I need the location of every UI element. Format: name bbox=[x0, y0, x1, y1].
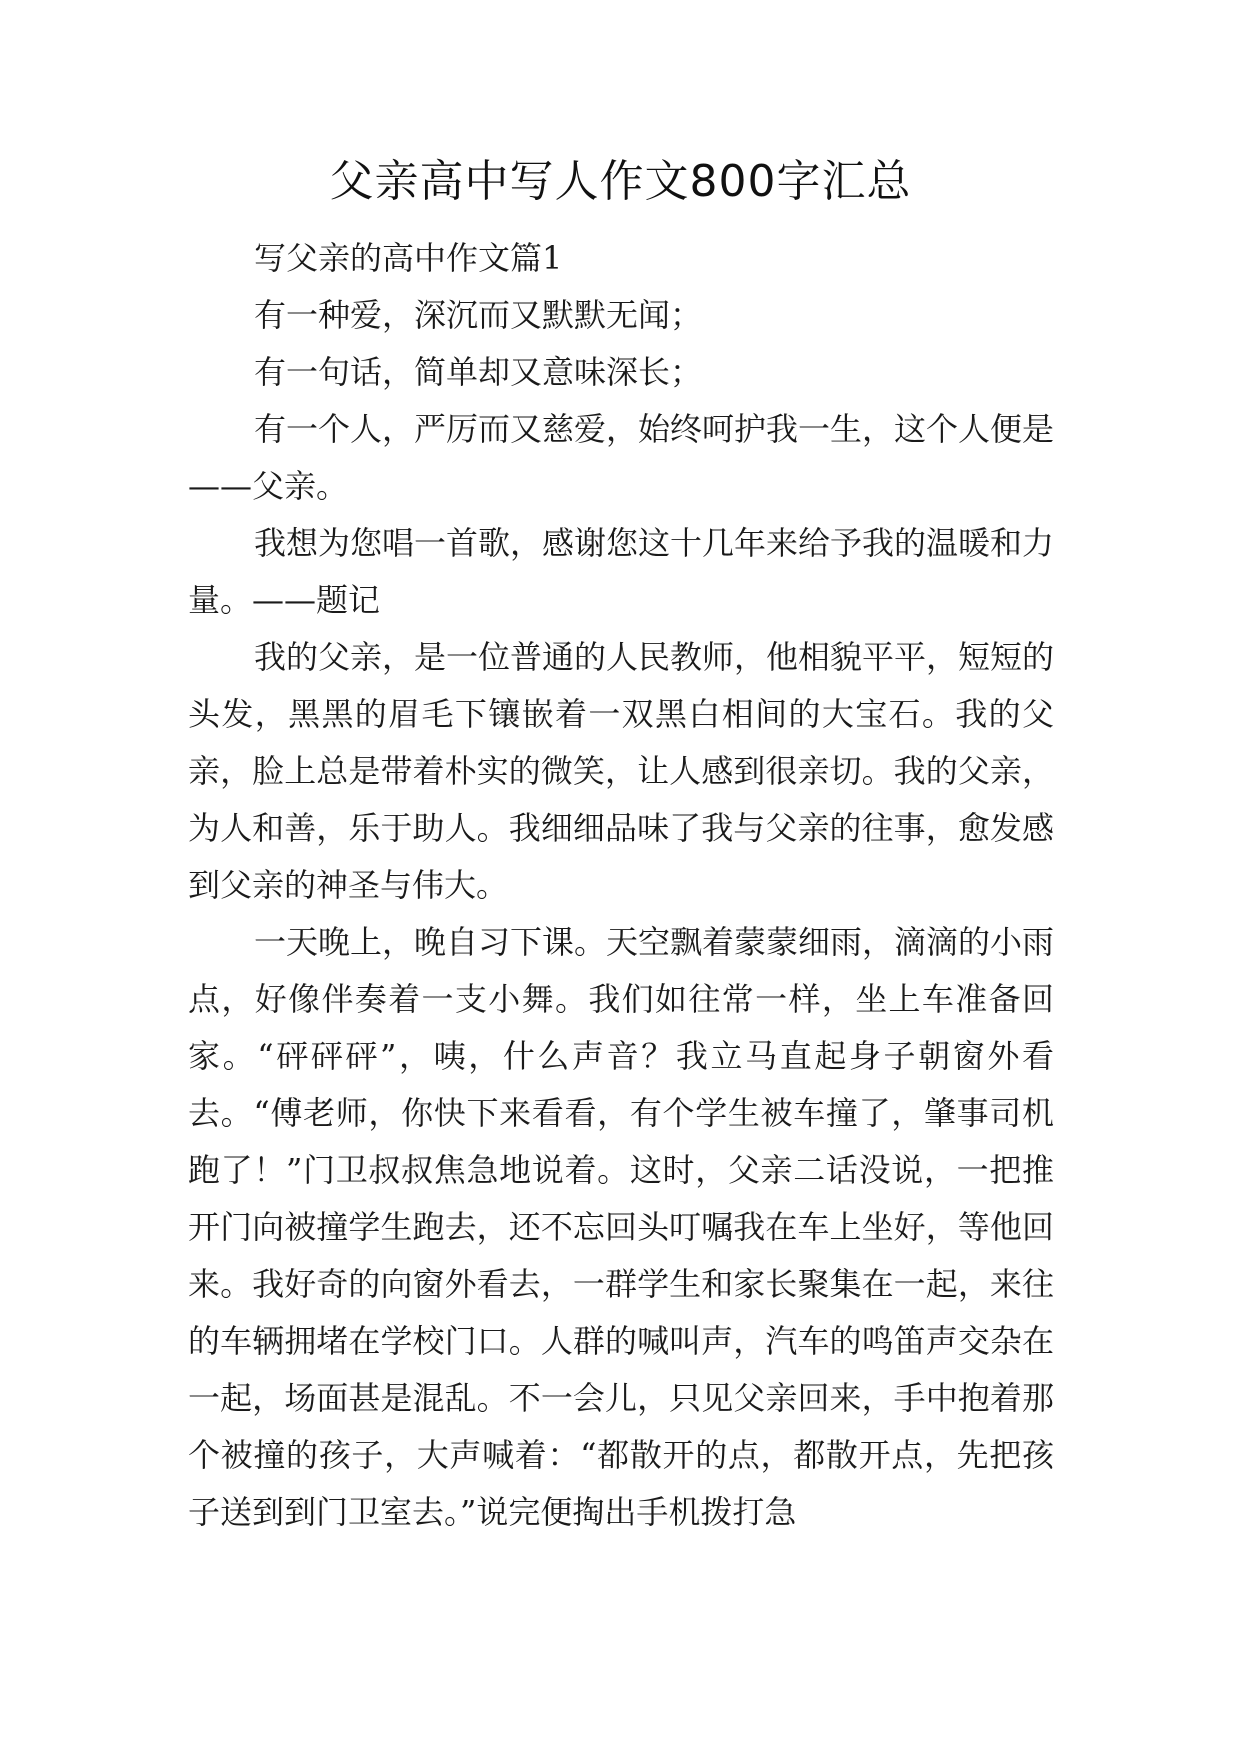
paragraph: 有一句话，简单却又意味深长； bbox=[254, 353, 703, 391]
paragraph: 有一个人，严厉而又慈爱，始终呵护我一生，这个人便是——父亲。 bbox=[188, 410, 1055, 505]
paragraph: 我的父亲，是一位普通的人民教师，他相貌平平，短短的头发，黑黑的眉毛下镶嵌着一双黑白相间的大宝石。我的父亲，脸上总是带着朴实的微笑，让人感到很亲切。我的父亲，为人和善，乐于助人。我细细品味了我与父亲的往事，愈发感到父亲的神圣与伟大。 bbox=[188, 638, 1055, 904]
paragraph: 一天晚上，晚自习下课。天空飘着蒙蒙细雨，滴滴的小雨点，好像伴奏着一支小舞。我们如往常一样，坐上车准备回家。“砰砰砰”，咦，什么声音？我立马直起身子朝窗外看去。“傅老师，你快下来看看，有个学生被车撞了，肇事司机跑了！”门卫叔叔焦急地说着。这时，父亲二话没说，一把推开门向被撞学生跑去，还不忘回头叮嘱我在车上坐好，等他回来。我好奇的向窗外看去，一群学生和家长聚集在一起，来往的车辆拥堵在学校门口。人群的喊叫声，汽车的鸣笛声交杂在一起，场面甚是混乱。不一会儿，只见父亲回来，手中抱着那个被撞的孩子，大声喊着：“都散开的点，都散开点，先把孩子送到到门卫室去。”说完便掏出手机拨打急 bbox=[188, 923, 1055, 1531]
paragraph-section-heading: 写父亲的高中作文篇1 bbox=[254, 239, 563, 277]
paragraph: 有一种爱，深沉而又默默无闻； bbox=[254, 296, 703, 334]
document-body bbox=[188, 230, 1054, 1541]
paragraph: 我想为您唱一首歌，感谢您这十几年来给予我的温暖和力量。——题记 bbox=[188, 524, 1055, 619]
document-title: 父亲高中写人作文800字汇总 bbox=[329, 156, 912, 207]
